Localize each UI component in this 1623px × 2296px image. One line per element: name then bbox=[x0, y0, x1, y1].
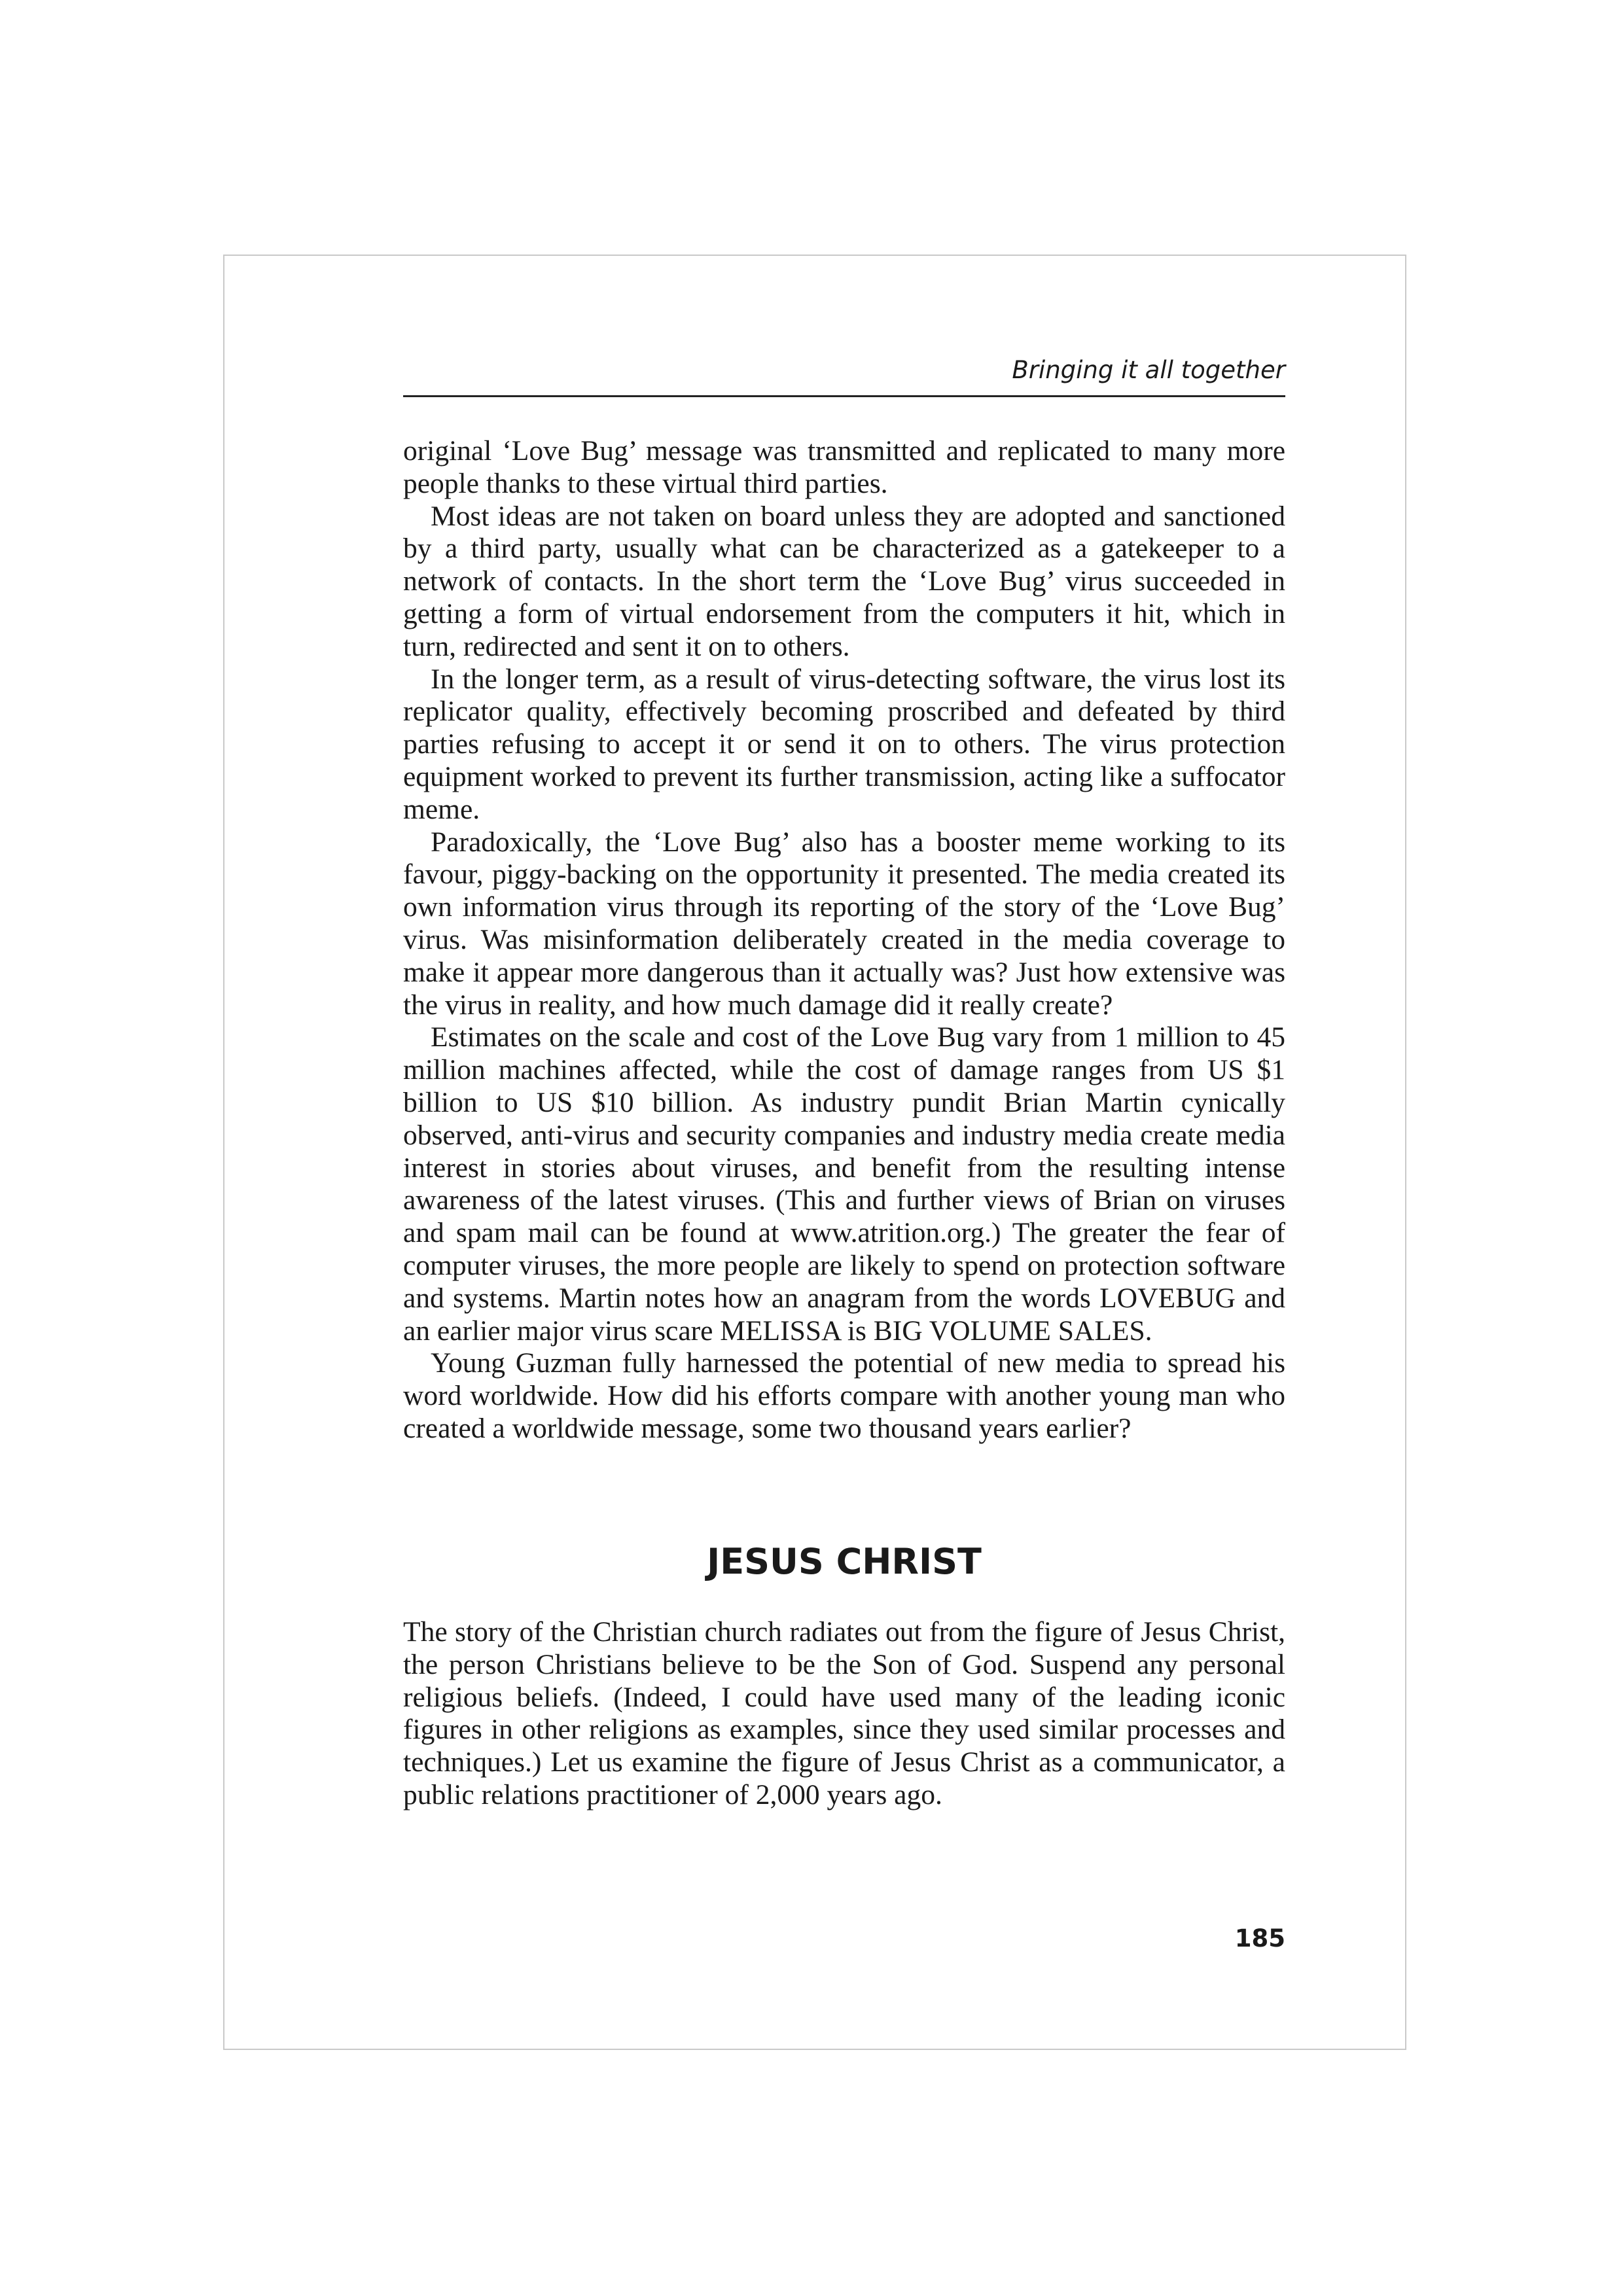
section-body-text bbox=[403, 1616, 1285, 1812]
paragraph: Most ideas are not taken on board unless they are adopted and sanctioned by a third party, usually what can be characterized as a gatekeeper to a network of contacts. In the short term the ‘Love Bug’ virus succeeded in getting a form of virtual endorsement from the computers it hit, which in turn, redirected and sent it on to others. bbox=[403, 500, 1285, 662]
body-text bbox=[403, 435, 1285, 1445]
paragraph: In the longer term, as a result of virus-detecting software, the virus lost its replicator quality, effectively becoming proscribed and defeated by third parties refusing to accept it or send it on to others. The virus protection equipment worked to prevent its further transmission, acting like a suffocator meme. bbox=[403, 663, 1285, 825]
paragraph: Young Guzman fully harnessed the potential of new media to spread his word worldwide. How did his efforts compare with another young man who created a worldwide message, some two thousand years earlier? bbox=[403, 1347, 1285, 1444]
header-rule bbox=[403, 395, 1285, 397]
section-heading: JESUS CHRIST bbox=[707, 1541, 982, 1582]
paragraph: Estimates on the scale and cost of the Love Bug vary from 1 million to 45 million machines affected, while the cost of damage ranges from US $1 billion to US $10 billion. As industry pundit Brian Martin cynically observed, anti-virus and security companies and industry media create media interest in stories about viruses, and benefit from the resulting intense awareness of the latest viruses. (This and further views of Brian on viruses and spam mail can be found at www.atrition.org.) The greater the fear of computer viruses, the more people are likely to spend on protection software and systems. Martin notes how an anagram from the words LOVEBUG and an earlier major virus scare MELISSA is BIG VOLUME SALES. bbox=[403, 1021, 1285, 1347]
running-head: Bringing it all together bbox=[1012, 356, 1285, 384]
paragraph: The story of the Christian church radiates out from the figure of Jesus Christ, the person Christians believe to be the Son of God. Suspend any personal religious beliefs. (Indeed, I could have used many of the leading iconic figures in other religions as examples, since they used similar processes and techniques.) Let us examine the figure of Jesus Christ as a communicator, a public relations practitioner of 2,000 years ago. bbox=[403, 1616, 1285, 1810]
page-number: 185 bbox=[1234, 1924, 1285, 1952]
paragraph: original ‘Love Bug’ message was transmitted and replicated to many more people thanks to these virtual third parties. bbox=[403, 435, 1285, 499]
paragraph: Paradoxically, the ‘Love Bug’ also has a booster meme working to its favour, piggy-backing on the opportunity it presented. The media created its own information virus through its reporting of the story of the ‘Love Bug’ virus. Was misinformation deliberately created in the media coverage to make it appear more dangerous than it actually was? Just how extensive was the virus in reality, and how much damage did it really create? bbox=[403, 826, 1285, 1021]
